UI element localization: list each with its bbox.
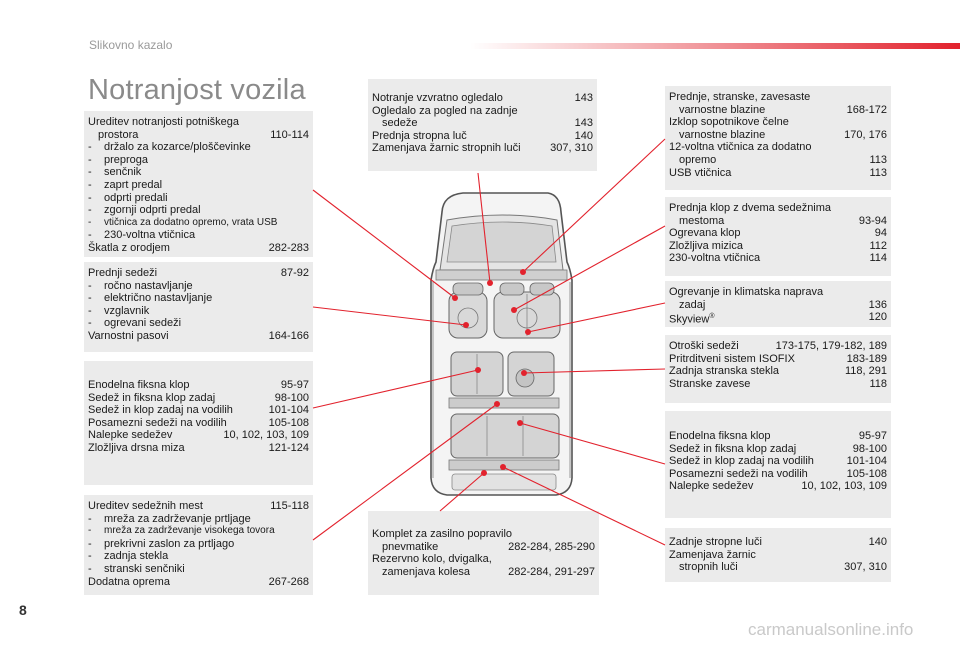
box-row: Prednja klop z dvema sedežnima: [669, 202, 832, 214]
box-row: Rezervno kolo, dvigalka,: [372, 553, 492, 566]
box-row: Posamezni sedeži na vodilih 105-108: [88, 416, 309, 429]
box-row: Ureditev sedežnih mest 115-118: [88, 500, 309, 512]
box-row: Pritrditveni sistem ISOFIX 183-189: [669, 352, 887, 365]
box-row: Prednja stropna luč 140: [372, 129, 593, 142]
box-row: Dodatna oprema 267-268: [88, 575, 309, 588]
box-sub-item: - držalo za kozarce/ploščevinke: [88, 141, 251, 154]
box-row: Prednji sedeži 87-92: [88, 267, 309, 279]
box-sub-item: - odprti predali: [88, 191, 168, 204]
box-sub-item: - stranski senčniki: [88, 562, 185, 575]
box-sub-item: - mreža za zadrževanje visokega tovora: [88, 525, 275, 537]
box-row: Posamezni sedeži na vodilih 105-108: [669, 467, 887, 480]
box-row: pnevmatike 282-284, 285-290: [382, 540, 595, 553]
box-row: opremo 113: [679, 153, 887, 166]
box-row: varnostne blazine 168-172: [679, 103, 887, 116]
box-row: zadaj 136: [679, 298, 887, 311]
box-row: Nalepke sedežev 10, 102, 103, 109: [88, 429, 309, 442]
box-row: Notranje vzvratno ogledalo 143: [372, 92, 593, 104]
box-row: 230-voltna vtičnica 114: [669, 252, 887, 265]
box-row: Ureditev notranjosti potniškega: [88, 116, 240, 128]
box-sub-item: - 230-voltna vtičnica: [88, 229, 196, 242]
watermark: carmanualsonline.info: [748, 620, 914, 639]
box-sub-item: - zaprt predal: [88, 178, 163, 191]
box-row: Otroški sedeži 173-175, 179-182, 189: [669, 340, 887, 352]
box-sub-item: - ogrevani sedeži: [88, 317, 182, 330]
section-header: Slikovno kazalo: [89, 38, 173, 52]
box-row: mestoma 93-94: [679, 214, 887, 227]
box-row: Izklop sopotnikove čelne: [669, 116, 789, 129]
box-row: Stranske zavese 118: [669, 377, 887, 390]
box-sub-item: - preproga: [88, 153, 149, 166]
box-row: Varnostni pasovi 164-166: [88, 329, 309, 342]
box-sub-item: - zadnja stekla: [88, 550, 169, 563]
box-row: Zamenjava žarnic stropnih luči 307, 310: [372, 142, 593, 155]
box-row: prostora 110-114: [98, 128, 309, 141]
box-row: varnostne blazine 170, 176: [679, 128, 887, 141]
box-row: Sedež in fiksna klop zadaj 98-100: [88, 391, 309, 404]
front-seats: [449, 283, 560, 338]
box-row: Nalepke sedežev 10, 102, 103, 109: [669, 480, 887, 493]
box-row: Ogrevana klop 94: [669, 227, 887, 240]
box-row: Sedež in klop zadaj na vodilih 101-104: [669, 455, 887, 468]
box-row: Enodelna fiksna klop 95-97: [669, 430, 887, 442]
box-sub-item: - senčnik: [88, 166, 142, 179]
box-row: Zamenjava žarnic: [669, 548, 756, 561]
box-row: Zadnja stranska stekla 118, 291: [669, 365, 887, 378]
box-row: Ogrevanje in klimatska naprava: [669, 286, 824, 298]
box-row: Sedež in klop zadaj na vodilih 101-104: [88, 404, 309, 417]
page-title: Notranjost vozila: [88, 74, 306, 106]
box-row: Zložljiva drsna miza 121-124: [88, 441, 309, 454]
page-number: 8: [19, 602, 27, 618]
box-row: stropnih luči 307, 310: [679, 561, 887, 574]
rear-bench: [449, 414, 559, 490]
box-sub-item: - vzglavnik: [88, 304, 150, 317]
box-sub-item: - zgornji odprti predal: [88, 204, 201, 217]
box-row: sedeže 143: [382, 117, 593, 130]
box-row: Škatla z orodjem 282-283: [88, 241, 309, 254]
box-row: Skyview® 120: [669, 311, 887, 326]
box-sub-item: - prekrivni zaslon za prtljago: [88, 537, 235, 550]
box-sub-item: - ročno nastavljanje: [88, 279, 193, 292]
box-row: USB vtičnica 113: [669, 166, 887, 179]
box-row: Zadnje stropne luči 140: [669, 536, 887, 548]
box-row: zamenjava kolesa 282-284, 291-297: [382, 565, 595, 578]
box-sub-item: - električno nastavljanje: [88, 292, 213, 305]
box-row: Zložljiva mizica 112: [669, 239, 887, 252]
box-row: Enodelna fiksna klop 95-97: [88, 379, 309, 391]
box-row: Komplet za zasilno popravilo: [372, 528, 513, 540]
box-row: 12-voltna vtičnica za dodatno: [669, 141, 812, 154]
box-sub-item: - vtičnica za dodatno opremo, vrata USB: [88, 216, 278, 228]
box-row: Ogledalo za pogled na zadnje: [372, 104, 518, 117]
box-sub-item: - mreža za zadrževanje prtljage: [88, 512, 251, 525]
box-row: Sedež in fiksna klop zadaj 98-100: [669, 442, 887, 455]
box-row: Prednje, stranske, zavesaste: [669, 91, 811, 103]
